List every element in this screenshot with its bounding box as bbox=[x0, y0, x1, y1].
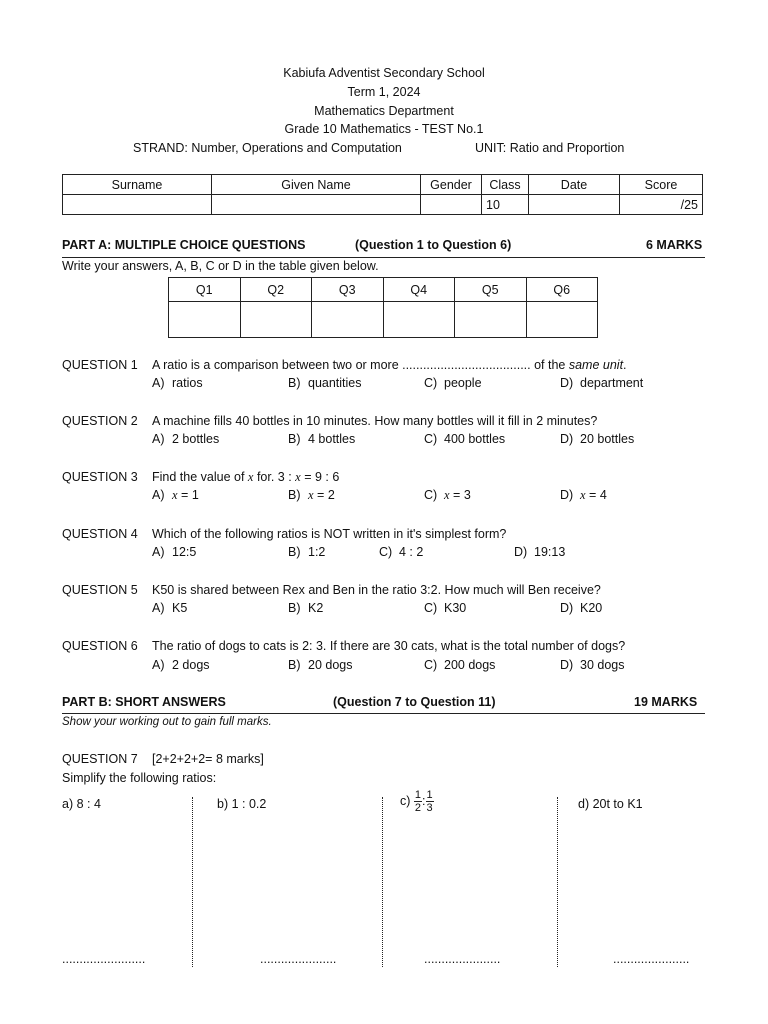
option-letter: D) bbox=[514, 545, 528, 559]
divider bbox=[62, 257, 705, 258]
question-5-text: K50 is shared between Rex and Ben in the ratio 3:2. How much will Ben receive? bbox=[152, 583, 601, 597]
test-title: Grade 10 Mathematics - TEST No.1 bbox=[284, 122, 484, 136]
option-letter: B) bbox=[288, 376, 301, 390]
question-7-instruction: Simplify the following ratios: bbox=[62, 771, 217, 785]
q1-option-a[interactable] bbox=[152, 376, 203, 390]
q3-option-a[interactable] bbox=[152, 488, 199, 503]
q6-option-b[interactable] bbox=[288, 658, 352, 672]
divider bbox=[62, 713, 705, 714]
answer-header-q3: Q3 bbox=[312, 278, 384, 302]
option-text: 400 bottles bbox=[444, 432, 506, 446]
class-value: 10 bbox=[482, 195, 529, 215]
variable-x: x bbox=[295, 470, 301, 484]
option-text: 2 bottles bbox=[172, 432, 220, 446]
part-a-title: PART A: MULTIPLE CHOICE QUESTIONS bbox=[62, 238, 306, 252]
q6-option-d[interactable] bbox=[560, 658, 624, 672]
q5-option-c[interactable] bbox=[424, 601, 466, 615]
question-6-text: The ratio of dogs to cats is 2: 3. If there are 30 cats, what is the total number of dogs? bbox=[152, 639, 626, 653]
option-text: 1:2 bbox=[308, 545, 326, 559]
student-info-table bbox=[62, 174, 703, 215]
term: Term 1, 2024 bbox=[347, 85, 421, 99]
question-2-text: A machine fills 40 bottles in 10 minutes. How many bottles will it fill in 2 minutes? bbox=[152, 414, 598, 428]
column-divider bbox=[557, 797, 558, 967]
question-3-text bbox=[152, 470, 339, 485]
unit: UNIT: Ratio and Proportion bbox=[475, 141, 625, 155]
table-row bbox=[169, 278, 598, 302]
answer-cell-q3[interactable] bbox=[312, 302, 384, 338]
variable-x: x bbox=[580, 488, 586, 502]
option-letter: C) bbox=[424, 601, 438, 615]
option-letter: C) bbox=[379, 545, 393, 559]
option-letter: A) bbox=[152, 488, 165, 502]
gender-field[interactable] bbox=[421, 195, 482, 215]
option-text: 20 bottles bbox=[580, 432, 635, 446]
part-b-range: (Question 7 to Question 11) bbox=[333, 695, 496, 709]
option-letter: B) bbox=[288, 601, 301, 615]
q2-option-c[interactable] bbox=[424, 432, 505, 446]
answer-line-c[interactable]: ...................... bbox=[424, 952, 501, 966]
variable-x: x bbox=[247, 470, 254, 484]
part-a-marks: 6 MARKS bbox=[646, 238, 703, 252]
option-text: 4 bottles bbox=[308, 432, 356, 446]
q4-option-d[interactable] bbox=[514, 545, 565, 559]
denominator: 3 bbox=[426, 802, 433, 814]
option-text: K5 bbox=[172, 601, 188, 615]
question-1-text-pre: A ratio is a comparison between two or more ..................................... of the bbox=[152, 358, 569, 372]
option-text: 20 dogs bbox=[308, 658, 353, 672]
option-letter: A) bbox=[152, 376, 165, 390]
q4-option-b[interactable] bbox=[288, 545, 325, 559]
option-letter: A) bbox=[152, 432, 165, 446]
answer-header-q4: Q4 bbox=[383, 278, 455, 302]
header-given-name: Given Name bbox=[212, 175, 421, 195]
variable-x: x bbox=[444, 488, 450, 502]
option-text: 2 dogs bbox=[172, 658, 210, 672]
variable-x: x bbox=[308, 488, 314, 502]
question-3-label: QUESTION 3 bbox=[62, 470, 138, 484]
answer-header-q2: Q2 bbox=[240, 278, 312, 302]
answer-cell-q2[interactable] bbox=[240, 302, 312, 338]
question-6-label: QUESTION 6 bbox=[62, 639, 138, 653]
option-text: = 1 bbox=[181, 488, 199, 502]
table-row bbox=[63, 175, 703, 195]
answer-line-d[interactable]: ...................... bbox=[613, 952, 690, 966]
q2-option-a[interactable] bbox=[152, 432, 219, 446]
option-text: 19:13 bbox=[534, 545, 566, 559]
answer-cell-q1[interactable] bbox=[169, 302, 241, 338]
question-3-text-post: = 9 : 6 bbox=[300, 470, 340, 484]
question-4-text: Which of the following ratios is NOT written in it's simplest form? bbox=[152, 527, 507, 541]
answer-header-q5: Q5 bbox=[455, 278, 527, 302]
q7-part-a: a) 8 : 4 bbox=[62, 797, 101, 811]
numerator: 1 bbox=[414, 789, 422, 801]
option-text: department bbox=[580, 376, 644, 390]
surname-field[interactable] bbox=[63, 195, 212, 215]
question-5-label: QUESTION 5 bbox=[62, 583, 138, 597]
table-row bbox=[169, 302, 598, 338]
option-letter: B) bbox=[288, 432, 301, 446]
option-letter: C) bbox=[424, 488, 438, 502]
question-2-label: QUESTION 2 bbox=[62, 414, 138, 428]
header-surname: Surname bbox=[63, 175, 212, 195]
option-text: K2 bbox=[308, 601, 324, 615]
q7-part-d: d) 20t to K1 bbox=[578, 797, 643, 811]
q1-option-d[interactable] bbox=[560, 376, 643, 390]
given-name-field[interactable] bbox=[212, 195, 421, 215]
q3-option-b[interactable] bbox=[288, 488, 335, 503]
header-score: Score bbox=[620, 175, 703, 195]
q6-option-c[interactable] bbox=[424, 658, 495, 672]
option-letter: C) bbox=[424, 432, 438, 446]
question-1-label: QUESTION 1 bbox=[62, 358, 138, 372]
option-text: 4 : 2 bbox=[399, 545, 424, 559]
option-text: 12:5 bbox=[172, 545, 197, 559]
header-gender: Gender bbox=[421, 175, 482, 195]
option-text: people bbox=[444, 376, 482, 390]
option-letter: D) bbox=[560, 658, 574, 672]
q6-option-a[interactable] bbox=[152, 658, 210, 672]
answer-line-b[interactable]: ...................... bbox=[260, 952, 337, 966]
answer-line-a[interactable]: ........................ bbox=[62, 952, 146, 966]
question-1-text bbox=[152, 358, 627, 372]
option-letter: D) bbox=[560, 601, 574, 615]
question-1-emphasis: same unit bbox=[568, 358, 624, 372]
option-text: = 3 bbox=[453, 488, 471, 502]
option-text: K20 bbox=[580, 601, 603, 615]
header-class: Class bbox=[482, 175, 529, 195]
department: Mathematics Department bbox=[314, 104, 454, 118]
question-7-label: QUESTION 7 bbox=[62, 752, 138, 766]
question-4-label: QUESTION 4 bbox=[62, 527, 138, 541]
part-b-title: PART B: SHORT ANSWERS bbox=[62, 695, 226, 709]
answer-header-q1: Q1 bbox=[169, 278, 241, 302]
date-field[interactable] bbox=[529, 195, 620, 215]
answer-cell-q6[interactable] bbox=[526, 302, 598, 338]
option-text: = 2 bbox=[317, 488, 335, 502]
option-letter: B) bbox=[288, 488, 301, 502]
q5-option-d[interactable] bbox=[560, 601, 602, 615]
part-a-range: (Question 1 to Question 6) bbox=[355, 238, 512, 252]
option-letter: D) bbox=[560, 488, 574, 502]
q7-part-b: b) 1 : 0.2 bbox=[217, 797, 267, 811]
option-text: 30 dogs bbox=[580, 658, 625, 672]
strand: STRAND: Number, Operations and Computation bbox=[133, 141, 402, 155]
school-name: Kabiufa Adventist Secondary School bbox=[283, 66, 485, 80]
answer-cell-q5[interactable] bbox=[455, 302, 527, 338]
answer-header-q6: Q6 bbox=[526, 278, 598, 302]
option-text: 200 dogs bbox=[444, 658, 496, 672]
option-letter: A) bbox=[152, 545, 165, 559]
q3-option-c[interactable] bbox=[424, 488, 471, 503]
part-b-marks: 19 MARKS bbox=[634, 695, 698, 709]
column-divider bbox=[192, 797, 193, 967]
part-b-instruction: Show your working out to gain full marks. bbox=[62, 716, 272, 728]
q2-option-b[interactable] bbox=[288, 432, 355, 446]
column-divider bbox=[382, 797, 383, 967]
option-letter: B) bbox=[288, 658, 301, 672]
option-letter: A) bbox=[152, 658, 165, 672]
option-letter: C) bbox=[424, 658, 438, 672]
q7-part-c bbox=[400, 789, 434, 814]
q1-option-b[interactable] bbox=[288, 376, 362, 390]
denominator: 2 bbox=[414, 802, 422, 814]
question-3-text-pre: Find the value of bbox=[152, 470, 248, 484]
q5-option-b[interactable] bbox=[288, 601, 323, 615]
question-7-marks: [2+2+2+2= 8 marks] bbox=[152, 752, 264, 766]
option-text: K30 bbox=[444, 601, 467, 615]
option-text: ratios bbox=[172, 376, 203, 390]
option-letter: A) bbox=[152, 601, 165, 615]
q1-option-c[interactable] bbox=[424, 376, 482, 390]
score-value: /25 bbox=[620, 195, 703, 215]
q4-option-a[interactable] bbox=[152, 545, 196, 559]
fraction-one-third bbox=[426, 789, 434, 814]
option-letter: D) bbox=[560, 376, 574, 390]
answer-table bbox=[168, 277, 598, 338]
option-text: = 4 bbox=[589, 488, 607, 502]
option-letter: C) bbox=[424, 376, 438, 390]
fraction-one-half bbox=[414, 789, 422, 814]
q5-option-a[interactable] bbox=[152, 601, 187, 615]
q3-option-d[interactable] bbox=[560, 488, 607, 503]
numerator: 1 bbox=[426, 789, 433, 801]
q7-part-c-label: c) bbox=[400, 793, 411, 808]
answer-cell-q4[interactable] bbox=[383, 302, 455, 338]
ratio-separator: : bbox=[422, 793, 426, 808]
header-date: Date bbox=[529, 175, 620, 195]
question-1-text-post: . bbox=[623, 358, 627, 372]
option-letter: D) bbox=[560, 432, 574, 446]
option-text: quantities bbox=[308, 376, 362, 390]
table-row bbox=[63, 195, 703, 215]
variable-x: x bbox=[172, 488, 178, 502]
part-a-instruction: Write your answers, A, B, C or D in the table given below. bbox=[62, 259, 379, 273]
q4-option-c[interactable] bbox=[379, 545, 423, 559]
q2-option-d[interactable] bbox=[560, 432, 634, 446]
question-3-text-mid: for. 3 : bbox=[253, 470, 296, 484]
option-letter: B) bbox=[288, 545, 301, 559]
